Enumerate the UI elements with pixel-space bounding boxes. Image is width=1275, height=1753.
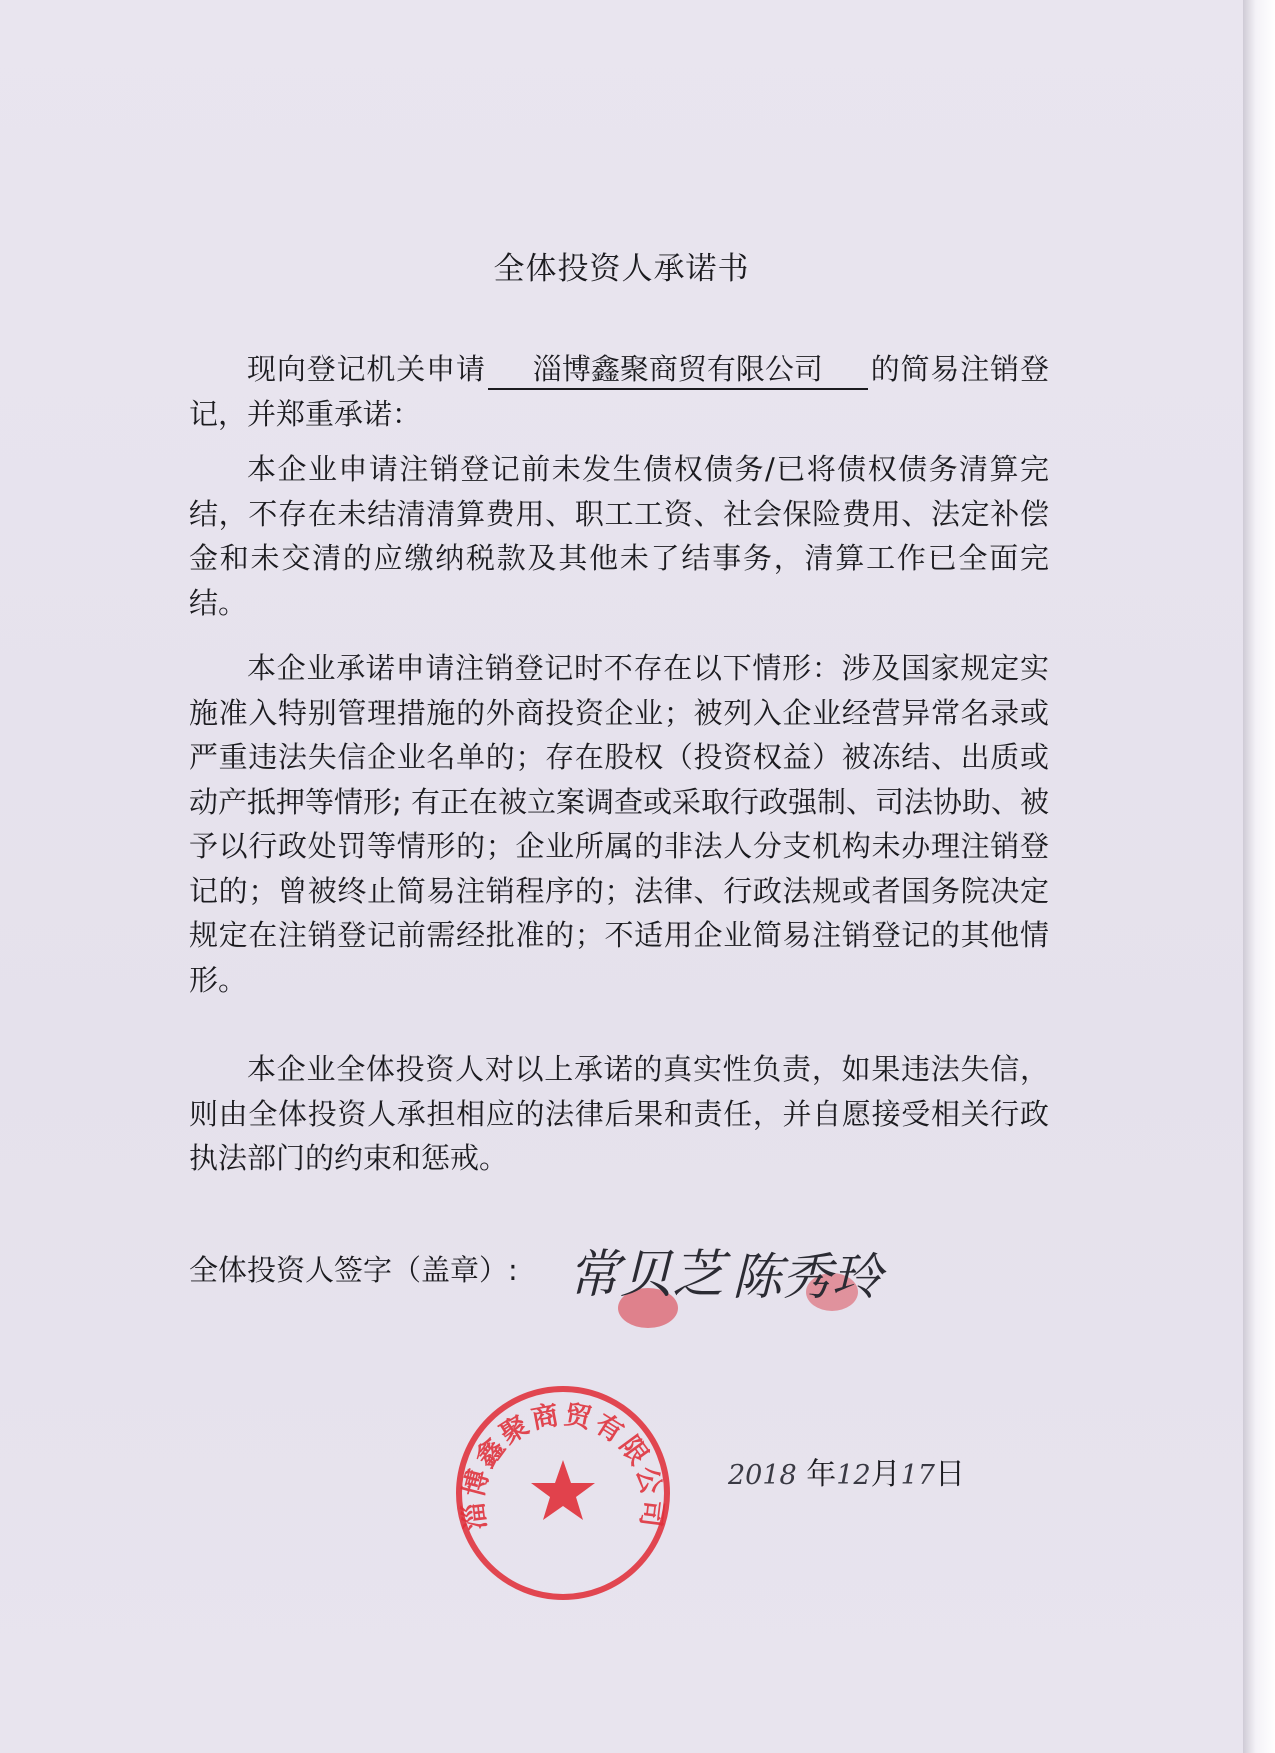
- paragraph-responsibility-text: 本企业全体投资人对以上承诺的真实性负责，如果违法失信，则由全体投资人承担相应的法律后果和责任，并自愿接受相关行政执法部门的约束和惩戒。: [189, 1052, 1049, 1175]
- paragraph-conditions-text: 本企业承诺申请注销登记时不存在以下情形：涉及国家规定实施准入特别管理措施的外商投资企业；被列入企业经营异常名录或严重违法失信企业名单的；存在股权（投资权益）被冻结、出质或动产抵押等情形; 有正在被立案调查或采取行政强制、司法协助、被予以行政处罚等情形的；企业所属的非法人分支机构未办理注销登记的；曾被终止简易注销程序的；法律、行政法规或者国务院决定规定在注销登记前需经批准的；不适用企业简易注销登记的其他情形。: [189, 651, 1049, 997]
- paragraph-debts: [189, 447, 1049, 625]
- company-seal: [448, 1378, 678, 1608]
- company-name: 淄博鑫聚商贸有限公司: [488, 350, 868, 390]
- date-day-unit: 日: [934, 1457, 965, 1492]
- signature-2: 陈秀玲: [732, 1248, 882, 1306]
- paragraph-responsibility: [189, 1047, 1049, 1181]
- document-title: 全体投资人承诺书: [493, 251, 750, 287]
- paragraph-debts-text: 本企业申请注销登记前未发生债权债务/已将债权债务清算完结，不存在未结清清算费用、职工工资、社会保险费用、法定补偿金和未交清的应缴纳税款及其他未了结事务，清算工作已全面完结。: [189, 452, 1049, 620]
- date-day: 17: [900, 1460, 935, 1491]
- date-month-unit: 月: [870, 1457, 901, 1492]
- paragraph-application: [189, 347, 1049, 436]
- seal-star-icon: [531, 1460, 595, 1520]
- seal-text: 淄博鑫聚商贸有限公司: [457, 1399, 669, 1532]
- signature-1: 常贝芝: [568, 1245, 725, 1305]
- date-year: 2018: [728, 1460, 797, 1491]
- date-year-unit: 年: [806, 1457, 837, 1492]
- paragraph-conditions: [189, 646, 1049, 1002]
- date-month: 12: [836, 1460, 871, 1491]
- application-prefix: 现向登记机关申请: [247, 352, 486, 386]
- scan-edge: [1243, 0, 1275, 1753]
- signing-date: [728, 1455, 965, 1496]
- signatures: [560, 1222, 900, 1352]
- application-suffix: 的简易注销登记，并郑重承诺：: [189, 352, 1049, 431]
- signature-label: 全体投资人签字（盖章）:: [189, 1253, 518, 1287]
